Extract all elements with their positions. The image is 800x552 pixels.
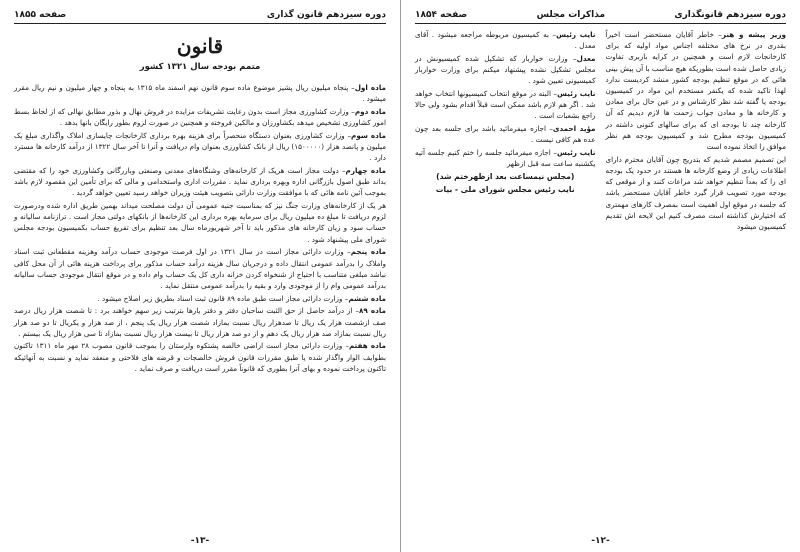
page-label: صفحه ۱۸۵۵ xyxy=(14,10,67,20)
speech-text: – البته در موقع انتخاب کمیسیونها انتخاب خواهد شد . اگر هم لازم باشد ممکن است قبلاً اقدام بشود ولی حالا راجع بشعبات است . xyxy=(415,89,596,121)
closing-note: (مجلس نیمساعت بعد ازظهرختم شد) xyxy=(436,171,575,181)
article-paragraph xyxy=(14,340,386,374)
page-number: -۱۲- xyxy=(591,536,610,546)
speaker-name: نایب رئیس xyxy=(556,148,596,158)
article-text: – وزارت دارائی مجاز است اراضی خالصه پشتکوه ولرستان را بموجب قانون مصوب ۲۸ مهر ماه ۱۳۱۱ تاکنون بطوایف الوار واگذار شده یا طبق مقررات قانون فروش خالصجات و قرضه های فلاحتی و منعقد نماید و نسبت به آنهائیکه تاکنون پرداخت نموده و بهای آنرا بطوری که قانوناً مقرر است دریافت و صرف نماید . xyxy=(14,341,386,373)
speaker-name: وزیر پیشه و هنر xyxy=(721,30,786,39)
article-title: ماده سوم xyxy=(351,130,386,140)
speech-paragraph xyxy=(606,29,787,152)
speaker-name: مؤید احمدی xyxy=(552,124,596,134)
article-paragraph xyxy=(14,82,386,104)
article-text: هر یک از کارخانه‌های وزارت جنگ نیز که بمناسبت جنبه عمومی آن دولت مصلحت میداند بهمین طریق اداره شده ودرصورت لزوم دریافت تا مبلغ ده میلیون ریال برای سرمایه بهره برداری این کارخانه‌ها از بانکهای دولتی مجاز است . ترازنامه سالیانه و حساب سود و زیان کارخانه های مذکور باید تا آخر شهریورماه سال بعد تنظیم برای تفریغ حساب بکمیسیون بودجه مجلس شورای ملی پیشنهاد شود . xyxy=(14,201,386,244)
speech-text: – خاطر آقایان مستحضر است اخیراً بقدری در نرخ های مختلفه اجناس مواد اولیه که برای کارخانجات لازم است و همچنین در کرایه باربری تفاوت زیادی حاصل شده است بطوریکه هیچ مناسب با آن پیش بینی هائی که در موقع تنظیم بودجه کشور منشد کردیست ندارد لهذا تاکید شده که یکنفر مستخدم این مواد در کمیسیون بودجه یا گفته شد نظر کارشناس و در عین حال برای معادن و کارخانه ها و معادن جواب زحمت ها لازم دیدیم که آن کارخانه چند تا بودجه ای که برای سالهای کنونی داشته در کمیسیون بودجه مطرح شد و کمیسیون بودجه هم نظر موافق را اتخاذ نموده است xyxy=(605,30,786,152)
speech-text: – وزارت خواربار که تشکیل شده کمیسیونش در مجلس تشکیل نشده پیشنهاد میکنم برای وزارت خواربار کمیسیونی تعیین شود . xyxy=(415,53,596,86)
article-paragraph xyxy=(14,293,386,304)
page-number: -۱۳- xyxy=(190,536,210,546)
articles-body xyxy=(14,82,386,374)
speech-paragraph xyxy=(415,123,596,145)
column-left xyxy=(415,29,596,234)
article-title: ماده پنجم xyxy=(350,247,386,257)
speech-paragraph xyxy=(415,53,596,87)
page-header xyxy=(415,10,786,24)
term-label: دوره سیزدهم قانونگذاری xyxy=(674,10,786,20)
speaker-name: معدل xyxy=(576,53,596,63)
article-text: – دولت مجاز است هریک از کارخانه‌های وشنگاه‌های معدنی وصنعتی وبازرگانی وکشاورزی خود را که مقتضی بداند طبق اصول بازرگانی اداره وبهره برداری نماید . مقررات اداری واستخدامی و مالی که برای تأمین این مقصود لازم باشد بموجب آئین نامه هائی که با موافقت وزارت دارائی بتصویب هیئت وزیران خواهد رسید تعیین خواهد گردید . xyxy=(14,165,386,198)
article-title: ماده ۸۹ xyxy=(358,306,386,316)
speech-paragraph xyxy=(606,154,787,232)
article-text: – پنجاه میلیون ریال پشیز موضوع ماده سوم قانون نهم اسفند ماه ۱۳۱۵ به پنجاه و چهار میلیون و نیم ریال مقرر میشود . xyxy=(14,83,386,104)
speech-text: این تصمیم مصمم شدیم که بتدریج چون آقایان محترم دارای اطلاعات زیادی از وضع کارخانه ها هستند در حدود یک بودجه ای را که بعداً تنظیم خواهد شد مراعات کنند و از موقعی که بودجه مورد تصویب قرار گیرد خاطر آقایان مستحضر باشد که جلسه در موقع اول اهمیت است بمصرف کارهای مهمتری که اختیارش کذاشته است مصرف کنیم این لایحه اش تقدیم کمیسیون میشود xyxy=(605,154,786,231)
page-label: صفحه ۱۸۵۴ xyxy=(415,10,468,20)
speaker-name: نایب رئیس xyxy=(556,30,596,39)
page-12 xyxy=(400,0,800,552)
speech-text: – اجازه میفرمائید باشد برای جلسه بعد چون عده هم کافی نیست . xyxy=(415,124,596,145)
article-title: ماده دوم xyxy=(354,106,386,116)
article-text: – وزارت دارائی مجاز است طبق ماده ۸۹ قانون ثبت اسناد بطریق زیر اصلاح میشود . xyxy=(97,293,349,303)
article-paragraph xyxy=(14,106,386,128)
article-title: ماده چهارم xyxy=(345,165,386,175)
article-text: – از درآمد حاصل از حق الثبت ساحبان دفتر و دفتر یارها بترتیب زیر سهم خواهند برد : تا شصت هزار ریال درصد صف ازشصت هزار یک ریال تا صدهزار ریال نسبت بمازاد شصت هزار ریال یک پنجم ، از صد هزار و یکریال تا دو صد هزار ریال نسبت بمازاد صد هزار ریال یک دهم و از دو صد هزار ریال تا بیست هزار ریال نسبت بمازاد تا سی هزار ریال یک بیستم . xyxy=(14,306,386,338)
signature: نایب رئیس مجلس شورای ملی - بیات xyxy=(435,185,575,195)
article-title: ماده اول xyxy=(354,83,386,92)
speech-paragraph xyxy=(415,88,596,122)
article-paragraph xyxy=(14,246,386,291)
article-text: – وزارت دارائی مجاز است در سال ۱۳۲۱ در اول فرصت موجودی حساب درآمد وهزینه مقطعانی ثبت اسناد واملاک را بدرآمد عمومی انتقال داده و درجریان سال هزینه درآمد حساب مذکور برای پرداخت هزینه هائی از آن محل کافی نباشد مبلغی متناسب با احتیاج از شنخواه کردن خزانه داری کل یک حساب وام داده و در موقع انتقال موجودی حساب سالیانه بدرآمد عمومی وام را از موجودی وارد و بقیه را بدرآمد عمومی منتقل نماید . xyxy=(14,247,386,290)
article-paragraph xyxy=(14,130,386,164)
article-text: – وزارت کشاورزی بعنوان دستگاه منحصراً برای هزینه بهره برداری کارخانجات چایسازی املاک واگذاری مبلغ یک میلیون و پانصد هزار (۱۵۰۰۰۰۰) ریال از بانک کشاورزی بعنوان وام دریافت و آنرا تا آخر سال ۱۳۲۲ از درآمد کارخانه ها مسترد دارد . xyxy=(14,130,386,163)
speaker-name: نایب رئیس xyxy=(557,89,596,99)
page-header xyxy=(14,10,386,24)
article-paragraph xyxy=(14,200,386,245)
article-title: ماده ششم xyxy=(348,293,386,303)
page-body xyxy=(415,29,786,234)
speech-text: – به کمیسیون مربوطه مراجعه میشود . آقای معدل . xyxy=(415,30,596,51)
article-text: – وزارت کشاورزی مجاز است بدون رعایت تشریفات مزایده در فروش نهال و بذور مطابق نهالی که از لحاظ بسط امور کشاورزی تشخیص میدهد بکشاورزان و مالکین فروخته و همچنین در صورت لزوم بطور رایگان بانها بدهد . xyxy=(14,106,386,128)
speech-paragraph xyxy=(415,29,596,51)
speech-paragraph xyxy=(415,147,596,169)
source-label: مذاکرات مجلس xyxy=(536,10,606,20)
column-right xyxy=(606,29,787,234)
article-title: ماده هفتم xyxy=(348,341,387,351)
speech-text: – اجازه میفرمائید جلسه را ختم کنیم جلسه آتیه یکشنبه ساعت سه قبل ازظهر xyxy=(415,148,596,169)
term-label: دوره سیزدهم قانون گذاری xyxy=(266,10,386,20)
article-paragraph xyxy=(14,305,386,339)
law-title: قانون xyxy=(176,34,224,58)
article-paragraph xyxy=(14,165,386,199)
law-subtitle: متمم بودجه سال ۱۳۲۱ کشور xyxy=(139,62,261,72)
